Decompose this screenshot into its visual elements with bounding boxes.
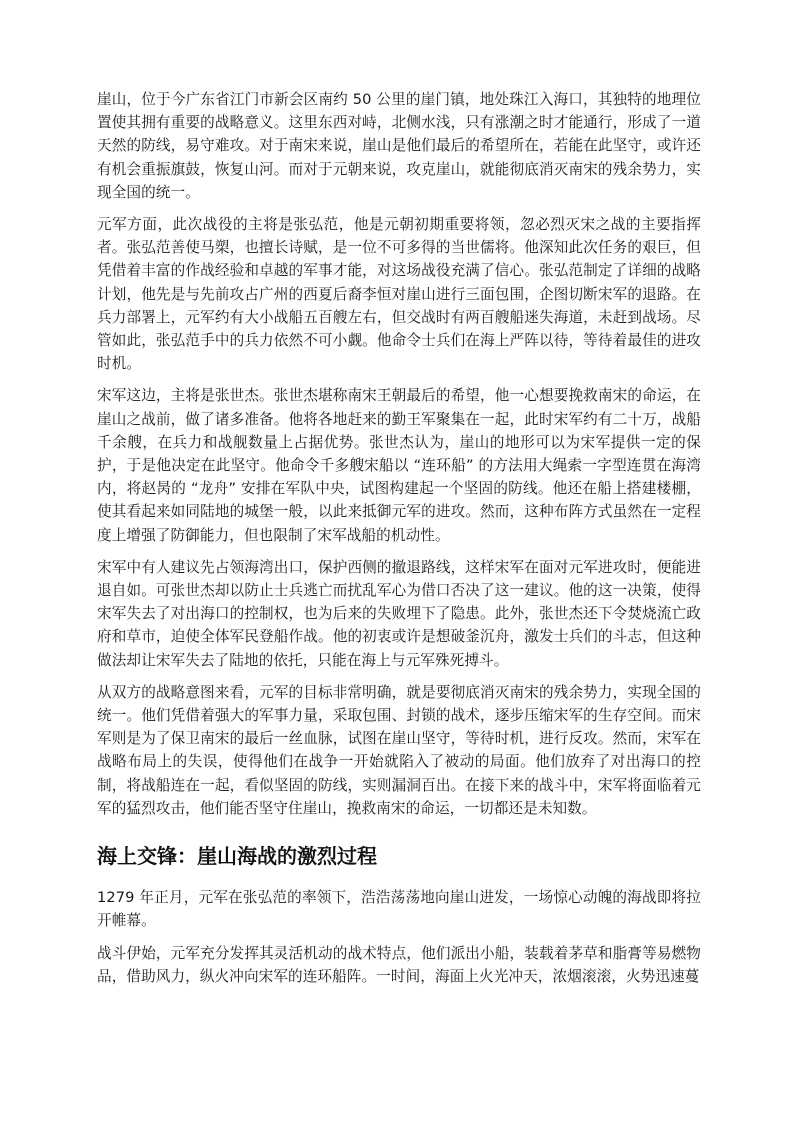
paragraph-battle-start: 1279 年正月，元军在张弘范的率领下，浩浩荡荡地向崖山进发，一场惊心动魄的海战即将拉开帷幕。 xyxy=(97,889,701,930)
paragraph-yashan-geography: 崖山，位于今广东省江门市新会区南约 50 公里的崖门镇，地处珠江入海口，其独特的地理位置使其拥有重要的战略意义。这里东西对峙，北侧水浅，只有涨潮之时才能通行，形成了一道天然的防线，易守难攻。对于南宋来说，崖山是他们最后的希望所在，若能在此坚守，或许还有机会重振旗鼓，恢复山河。而对于元朝来说，攻克崖山，就能彻底消灭南宋的残余势力，实现全国的统一。 xyxy=(97,91,701,201)
paragraph-song-army: 宋军这边，主将是张世杰。张世杰堪称南宋王朝最后的希望，他一心想要挽救南宋的命运，在崖山之战前，做了诸多准备。他将各地赶来的勤王军聚集在一起，此时宋军约有二十万，战船千余艘，在兵力和战舰数量上占据优势。张世杰认为，崖山的地形可以为宋军提供一定的保护，于是他决定在此坚守。他命令千多艘宋船以 “连环船” 的方法用大绳索一字型连贯在海湾内，将赵昺的 “龙舟” 安排在军队中央，试图构建起一个坚固的防线。他还在船上搭建楼棚，使其看起来如同陆地的城堡一般，以此来抵御元军的进攻。然而，这种布阵方式虽然在一定程度上增强了防御能力，但也限制了宋军战船的机动性。 xyxy=(97,387,701,544)
document-page xyxy=(97,88,701,997)
section-heading: 海上交锋：崖山海战的激烈过程 xyxy=(97,844,377,869)
paragraph-fire-attack: 战斗伊始，元军充分发挥其灵活机动的战术特点，他们派出小船，装载着茅草和脂膏等易燃物品，借助风力，纵火冲向宋军的连环船阵。一时间，海面上火光冲天，浓烟滚滚，火势迅速蔓 xyxy=(97,944,701,985)
paragraph-strategic-intent: 从双方的战略意图来看，元军的目标非常明确，就是要彻底消灭南宋的残余势力，实现全国的统一。他们凭借着强大的军事力量，采取包围、封锁的战术，逐步压缩宋军的生存空间。而宋军则是为了保卫南宋的最后一丝血脉，试图在崖山坚守，等待时机，进行反攻。然而，宋军在战略布局上的失误，使得他们在战争一开始就陷入了被动的局面。他们放弃了对出海口的控制，将战船连在一起，看似坚固的防线，实则漏洞百出。在接下来的战斗中，宋军将面临着元军的猛烈攻击，他们能否坚守住崖山，挽救南宋的命运，一切都还是未知数。 xyxy=(97,683,701,817)
paragraph-song-strategy-error: 宋军中有人建议先占领海湾出口，保护西侧的撤退路线，这样宋军在面对元军进攻时，便能进退自如。可张世杰却以防止士兵逃亡而扰乱军心为借口否决了这一建议。他的这一决策，使得宋军失去了对出海口的控制权，也为后来的失败埋下了隐患。此外，张世杰还下令焚烧流亡政府和草市，迫使全体军民登船作战。他的初衷或许是想破釜沉舟，激发士兵们的斗志，但这种做法却让宋军失去了陆地的依托，只能在海上与元军殊死搏斗。 xyxy=(97,558,701,669)
paragraph-yuan-army: 元军方面，此次战役的主将是张弘范，他是元朝初期重要将领，忽必烈灭宋之战的主要指挥者。张弘范善使马槊，也擅长诗赋，是一位不可多得的当世儒将。他深知此次任务的艰巨，但凭借着丰富的作战经验和卓越的军事才能，对这场战役充满了信心。张弘范制定了详细的战略计划，他先是与先前攻占广州的西夏后裔李恒对崖山进行三面包围，企图切断宋军的退路。在兵力部署上，元军约有大小战船五百艘左右，但交战时有两百艘船迷失海道，未赶到战场。尽管如此，张弘范手中的兵力依然不可小觑。他命令士兵们在海上严阵以待，等待着最佳的进攻时机。 xyxy=(97,216,701,373)
